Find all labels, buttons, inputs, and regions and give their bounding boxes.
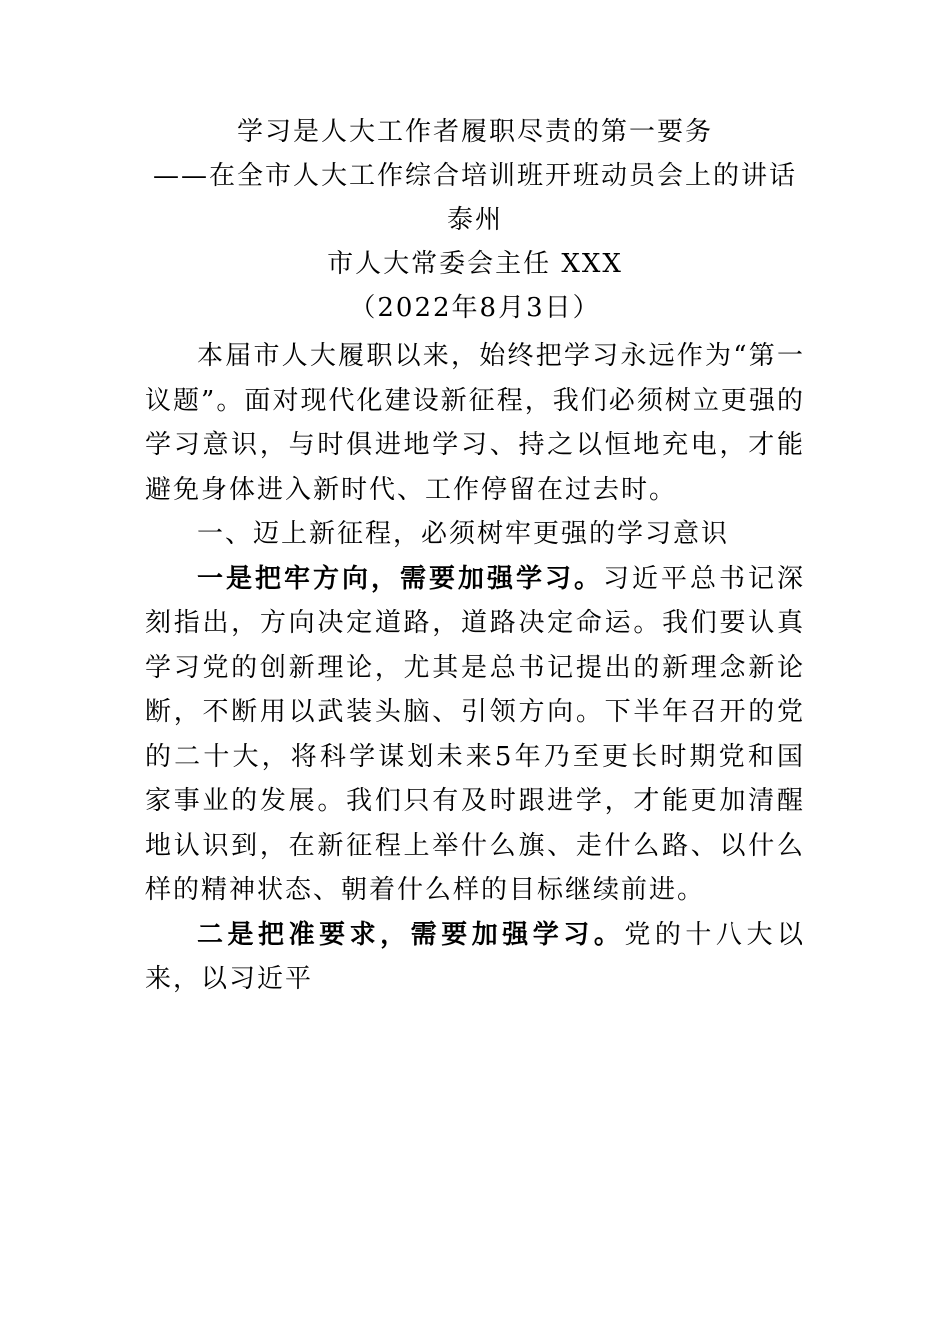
document-title: 学习是人大工作者履职尽责的第一要务 bbox=[236, 117, 713, 147]
point-paragraph-1 bbox=[145, 557, 805, 913]
point-1-body: 习近平总书记深刻指出，方向决定道路，道路决定命运。我们要认真学习党的创新理论，尤其是总书记提出的新理念新论断，不断用以武装头脑、引领方向。下半年召开的党的二十大，将科学谋划未来5年乃至更长时期党和国家事业的发展。我们只有及时跟进学，才能更加清醒地认识到，在新征程上举什么旗、走什么路、以什么样的精神状态、朝着什么样的目标继续前进。 bbox=[145, 563, 805, 905]
document-page bbox=[145, 110, 805, 1002]
point-2-body: 党的十八大以来，以习近平 bbox=[145, 919, 805, 994]
document-subtitle: ——在全市人大工作综合培训班开班动员会上的讲话泰州 bbox=[152, 161, 797, 235]
speech-date: （2022年8月3日） bbox=[349, 293, 601, 323]
point-1-lead: 一是把牢方向，需要加强学习。 bbox=[197, 563, 603, 594]
point-2-lead: 二是把准要求，需要加强学习。 bbox=[197, 919, 625, 950]
section-heading-1: 一、迈上新征程，必须树牢更强的学习意识 bbox=[197, 519, 730, 549]
speaker-line: 市人大常委会主任 XXX bbox=[327, 249, 623, 279]
intro-paragraph: 本届市人大履职以来，始终把学习永远作为“第一议题”。面对现代化建设新征程，我们必须树立更强的学习意识，与时俱进地学习、持之以恒地充电，才能避免身体进入新时代、工作停留在过去时。 bbox=[145, 341, 805, 505]
point-paragraph-2 bbox=[145, 913, 805, 1002]
